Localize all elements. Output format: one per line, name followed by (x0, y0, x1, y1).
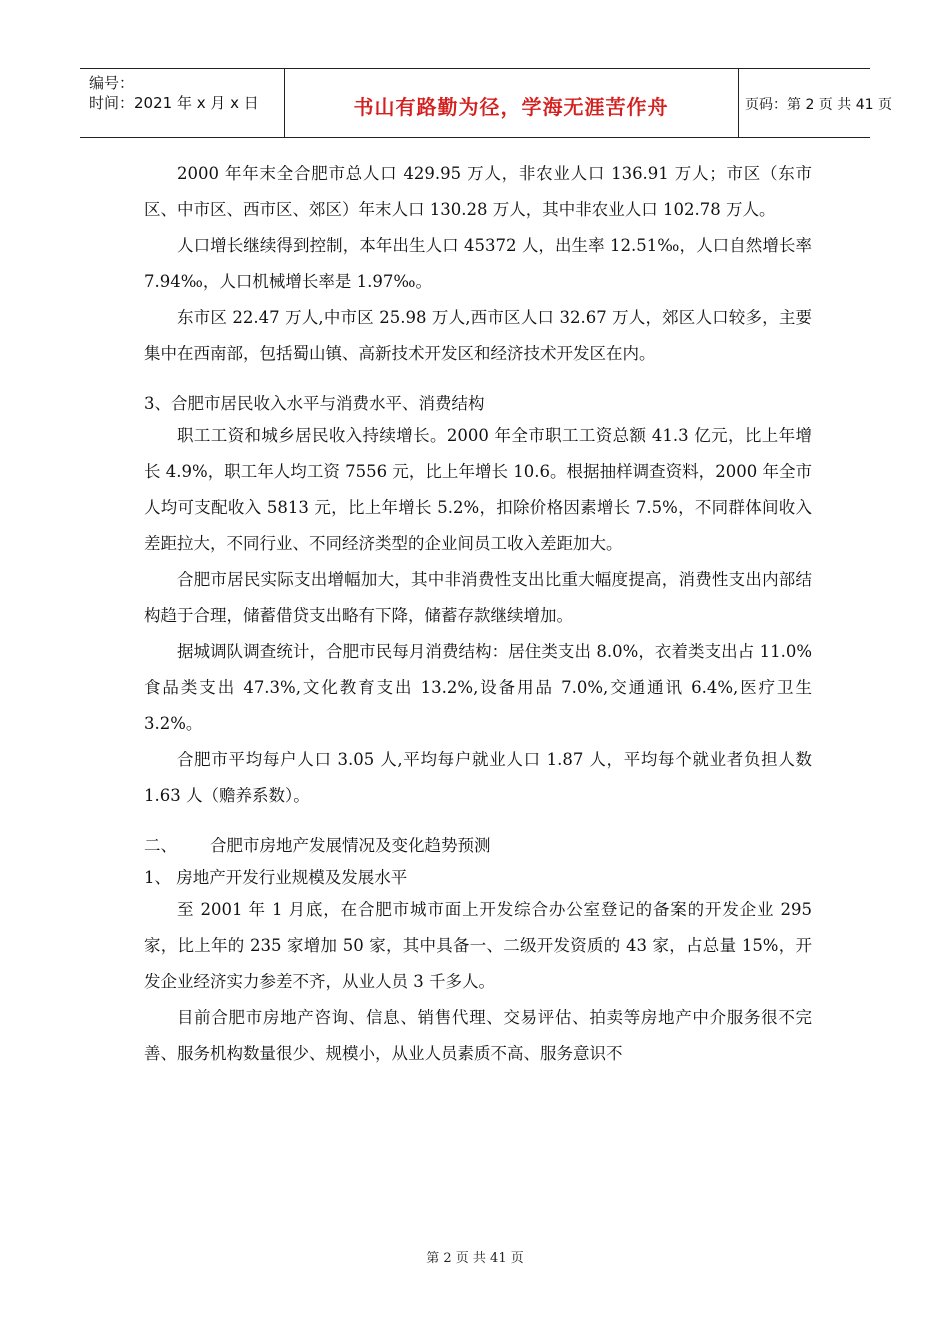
paragraph-developers: 至 2001 年 1 月底，在合肥市城市面上开发综合办公室登记的备案的开发企业 295 家，比上年的 235 家增加 50 家，其中具备一、二级开发资质的 43 家，占总量 15%，开发企业经济实力参差不齐，从业人员 3 千多人。 (144, 900, 812, 991)
paragraph-expenditure: 合肥市居民实际支出增幅加大，其中非消费性支出比重大幅度提高，消费性支出内部结构趋于合理，储蓄借贷支出略有下降，储蓄存款继续增加。 (144, 570, 812, 625)
code-label: 编号： (89, 74, 135, 92)
section-number: 二、 (144, 836, 177, 855)
header-meta-cell (80, 69, 285, 137)
header-motto-cell (284, 69, 739, 137)
paragraph-household: 合肥市平均每户人口 3.05 人,平均每户就业人口 1.87 人，平均每个就业者负担人数 1.63 人（赡养系数）。 (144, 750, 812, 805)
section-title: 合肥市房地产发展情况及变化趋势预测 (210, 836, 491, 855)
paragraph-district-population: 东市区 22.47 万人,中市区 25.98 万人,西市区人口 32.67 万人，郊区人口较多，主要集中在西南部，包括蜀山镇、高新技术开发区和经济技术开发区在内。 (144, 308, 812, 363)
document-body (144, 156, 812, 1072)
paragraph-consumption-structure: 据城调队调查统计，合肥市民每月消费结构：居住类支出 8.0%，衣着类支出占 11.0%食品类支出 47.3%,文化教育支出 13.2%,设备用品 7.0%,交通通讯 6.4%,医疗卫生 3.2%。 (144, 642, 812, 733)
paragraph-population-growth: 人口增长继续得到控制，本年出生人口 45372 人，出生率 12.51‰，人口自然增长率 7.94‰，人口机械增长率是 1.97‰。 (144, 236, 812, 291)
heading-section-two (144, 832, 812, 860)
page-footer: 第 2 页 共 41 页 (426, 1251, 524, 1266)
heading-real-estate-scale: 1、 房地产开发行业规模及发展水平 (144, 868, 408, 887)
paragraph-income: 职工工资和城乡居民收入持续增长。2000 年全市职工工资总额 41.3 亿元，比上年增长 4.9%，职工年人均工资 7556 元，比上年增长 10.6。根据抽样调查资料，2000 年全市人均可支配收入 5813 元，比上年增长 5.2%，扣除价格因素增长 7.5%，不同群体间收入差距拉大，不同行业、不同经济类型的企业间员工收入差距加大。 (144, 426, 812, 553)
page-info: 页码：第 2 页 共 41 页 (745, 97, 892, 113)
header-page-cell (738, 69, 892, 137)
page-header (80, 68, 892, 138)
motto: 书山有路勤为径，学海无涯苦作舟 (353, 95, 669, 119)
heading-income-consumption: 3、合肥市居民收入水平与消费水平、消费结构 (144, 394, 485, 413)
paragraph-intermediary: 目前合肥市房地产咨询、信息、销售代理、交易评估、拍卖等房地产中介服务很不完善、服务机构数量很少、规模小，从业人员素质不高、服务意识不 (144, 1008, 812, 1063)
paragraph-population-total: 2000 年年末全合肥市总人口 429.95 万人，非农业人口 136.91 万人；市区（东市区、中市区、西市区、郊区）年末人口 130.28 万人，其中非农业人口 102.78 万人。 (144, 164, 812, 219)
time-label: 时间：2021 年 x 月 x 日 (89, 94, 259, 112)
